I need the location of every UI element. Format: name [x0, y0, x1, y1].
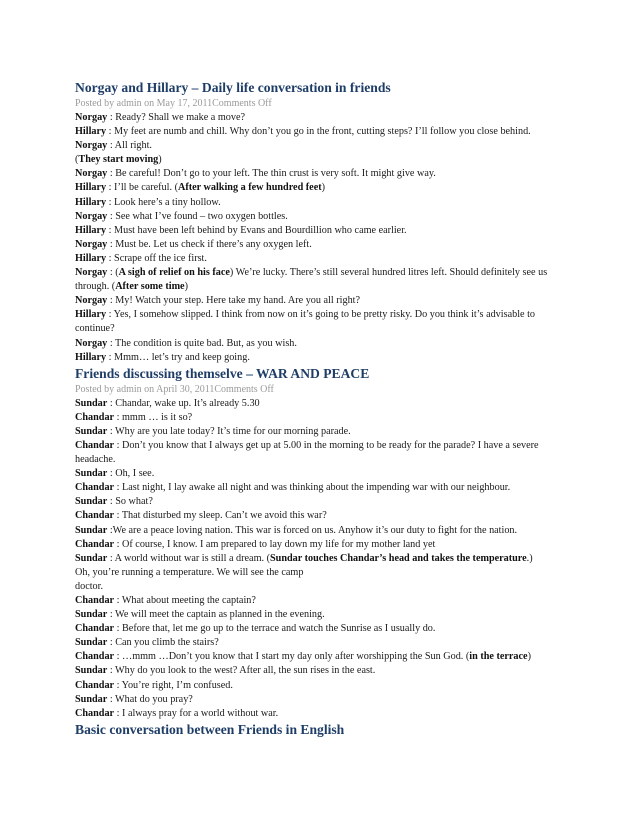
document-content	[75, 79, 567, 739]
dialogue-text: )	[184, 281, 188, 293]
speaker-name: Sundar	[75, 425, 108, 437]
speaker-name: Chandar	[75, 538, 115, 550]
dialogue-line	[75, 411, 567, 425]
dialogue-text: : We will meet the captain as planned in the evening.	[107, 609, 325, 621]
dialogue-text: : Be careful! Don’t go to your left. The thin crust is very soft. It might give way.	[107, 168, 436, 180]
dialogue-text: : Why are you late today? It’s time for our morning parade.	[107, 425, 351, 437]
speaker-name: Sundar	[75, 496, 108, 508]
dialogue-line	[75, 566, 567, 580]
speaker-name: Norgay	[75, 210, 108, 222]
speaker-name: Norgay	[75, 238, 108, 250]
speaker-name: Sundar	[75, 524, 108, 536]
article-title[interactable]: Friends discussing themselve – WAR AND PEACE	[75, 365, 370, 381]
speaker-name: Sundar	[75, 468, 108, 480]
speaker-name: Norgay	[75, 112, 108, 123]
speaker-name: Sundar	[75, 693, 108, 705]
dialogue-line	[75, 693, 567, 707]
article-section	[75, 721, 567, 739]
dialogue-text: : So what?	[107, 496, 153, 508]
speaker-name: Hillary	[75, 196, 107, 208]
stage-direction: Sundar touches Chandar’s head and takes the temperature	[269, 552, 527, 564]
dialogue-line	[75, 608, 567, 622]
dialogue-text: : What do you pray?	[107, 693, 193, 705]
article-section	[75, 365, 567, 721]
dialogue-line	[75, 111, 567, 125]
dialogue-line	[75, 238, 567, 252]
dialogue-text: : Why do you look to the west? After all, the sun rises in the east.	[107, 665, 376, 677]
dialogue-text: Oh, you’re running a temperature. We will see the camp	[75, 566, 304, 578]
dialogue-line	[75, 308, 567, 336]
post-meta: Posted by admin on April 30, 2011Comments Off	[75, 383, 274, 395]
speaker-name: Norgay	[75, 140, 108, 152]
speaker-name: Sundar	[75, 609, 108, 621]
dialogue-text: : mmm … is it so?	[114, 411, 193, 423]
dialogue-line	[75, 224, 567, 238]
dialogue-line	[75, 210, 567, 224]
dialogue-line	[75, 509, 567, 523]
speaker-name: Hillary	[75, 252, 107, 264]
stage-direction: After walking a few hundred feet	[177, 182, 322, 194]
dialogue-text: : Scrape off the ice first.	[106, 252, 207, 264]
dialogue-text: : My feet are numb and chill. Why don’t you go in the front, cutting steps? I’ll follow you close behind.	[106, 126, 531, 138]
dialogue-line	[75, 552, 567, 566]
dialogue-line	[75, 294, 567, 308]
speaker-name: Chandar	[75, 707, 115, 719]
dialogue-line	[75, 167, 567, 181]
dialogue-line	[75, 650, 567, 664]
stage-direction: After some time	[115, 281, 185, 293]
speaker-name: Norgay	[75, 168, 108, 180]
speaker-name: Norgay	[75, 295, 108, 307]
dialogue-line	[75, 196, 567, 210]
dialogue-line	[75, 622, 567, 636]
dialogue-text: : My! Watch your step. Here take my hand. Are you all right?	[107, 295, 361, 307]
speaker-name: Hillary	[75, 126, 107, 138]
dialogue-line	[75, 266, 567, 294]
dialogue-line	[75, 139, 567, 153]
dialogue-text: : See what I’ve found – two oxygen bottles.	[107, 210, 288, 222]
dialogue-text: )	[158, 154, 162, 166]
dialogue-line	[75, 351, 567, 365]
stage-direction: in the terrace	[469, 651, 528, 663]
article-title[interactable]: Norgay and Hillary – Daily life conversation in friends	[75, 80, 391, 95]
dialogue-text: doctor.	[75, 580, 104, 592]
dialogue-text: : The condition is quite bad. But, as you wish.	[107, 337, 297, 349]
speaker-name: Sundar	[75, 637, 108, 649]
dialogue-text: : Mmm… let’s try and keep going.	[106, 351, 250, 363]
dialogue-text: : Before that, let me go up to the terrace and watch the Sunrise as I usually do.	[114, 623, 436, 635]
dialogue-line	[75, 153, 567, 167]
speaker-name: Hillary	[75, 351, 107, 363]
dialogue-text: : That disturbed my sleep. Can’t we avoid this war?	[114, 510, 327, 522]
dialogue-text: : Must be. Let us check if there’s any oxygen left.	[107, 238, 312, 250]
dialogue-text: : Must have been left behind by Evans and Bourdillion who came earlier.	[106, 224, 407, 236]
speaker-name: Hillary	[75, 309, 107, 321]
speaker-name: Chandar	[75, 411, 115, 423]
speaker-name: Chandar	[75, 623, 115, 635]
speaker-name: Sundar	[75, 552, 108, 564]
dialogue-text: : Yes, I somehow slipped. I think from now on it’s going to be pretty risky. Do you think it’s advisable to continue?	[75, 309, 536, 335]
speaker-name: Sundar	[75, 397, 108, 409]
dialogue-line	[75, 467, 567, 481]
dialogue-text: : …mmm …Don’t you know that I start my day only after worshipping the Sun God. (	[114, 651, 470, 663]
dialogue-text: ) We’re lucky. There’s still several hundred litres left. Should definitely see us through. (	[75, 267, 548, 293]
dialogue-line	[75, 636, 567, 650]
speaker-name: Chandar	[75, 595, 115, 606]
dialogue-text: : I always pray for a world without war.	[114, 707, 279, 719]
dialogue-text: )	[527, 651, 531, 663]
dialogue-text: .)	[526, 552, 533, 564]
dialogue-text: )	[321, 182, 326, 194]
speaker-name: Norgay	[75, 267, 108, 279]
dialogue-line	[75, 594, 567, 608]
stage-direction: A sigh of relief on his face	[118, 267, 230, 279]
dialogue-line	[75, 425, 567, 439]
speaker-name: Chandar	[75, 482, 115, 494]
dialogue-line	[75, 181, 567, 195]
dialogue-text: : (	[107, 267, 119, 279]
paren-open: (	[75, 154, 79, 166]
speaker-name: Chandar	[75, 679, 115, 691]
dialogue-text: : You’re right, I’m confused.	[114, 679, 233, 691]
speaker-name: Hillary	[75, 182, 107, 194]
dialogue-text: : All right.	[107, 140, 152, 152]
dialogue-text: : Can you climb the stairs?	[107, 637, 219, 649]
speaker-name: Sundar	[75, 665, 108, 677]
dialogue-text: : Ready? Shall we make a move?	[107, 112, 246, 123]
speaker-name: Hillary	[75, 224, 107, 236]
dialogue-line	[75, 439, 567, 467]
dialogue-line	[75, 580, 567, 594]
speaker-name: They start moving	[78, 154, 159, 166]
dialogue-line	[75, 707, 567, 721]
dialogue-text: : Last night, I lay awake all night and was thinking about the impending war with our neighbour.	[114, 482, 511, 494]
dialogue-text: : Don’t you know that I always get up at 5.00 in the morning to be ready for the parade? I have a severe headache.	[75, 439, 539, 466]
article-section	[75, 79, 567, 365]
dialogue-text: : A world without war is still a dream. (	[107, 552, 270, 564]
post-meta: Posted by admin on May 17, 2011Comments Off	[75, 98, 272, 109]
speaker-name: Chandar	[75, 439, 115, 451]
dialogue-text: : Oh, I see.	[107, 468, 155, 480]
dialogue-text: : Look here’s a tiny hollow.	[106, 196, 221, 208]
dialogue-line	[75, 337, 567, 351]
speaker-name: Chandar	[75, 651, 115, 663]
dialogue-line	[75, 664, 567, 678]
dialogue-text: : Of course, I know. I am prepared to lay down my life for my mother land yet	[114, 538, 436, 550]
dialogue-line	[75, 125, 567, 139]
dialogue-line	[75, 538, 567, 552]
dialogue-line	[75, 481, 567, 495]
article-title[interactable]: Basic conversation between Friends in English	[75, 721, 345, 737]
dialogue-line	[75, 397, 567, 411]
dialogue-line	[75, 252, 567, 266]
speaker-name: Chandar	[75, 510, 115, 522]
dialogue-text: : I’ll be careful. (	[106, 182, 178, 194]
speaker-name: Norgay	[75, 337, 108, 349]
dialogue-line	[75, 524, 567, 538]
dialogue-text: : What about meeting the captain?	[114, 595, 256, 606]
dialogue-text: : Chandar, wake up. It’s already 5.30	[107, 397, 260, 409]
dialogue-line	[75, 495, 567, 509]
dialogue-line	[75, 679, 567, 693]
dialogue-text: :We are a peace loving nation. This war is forced on us. Anyhow it’s our duty to fight for the nation.	[107, 524, 518, 536]
